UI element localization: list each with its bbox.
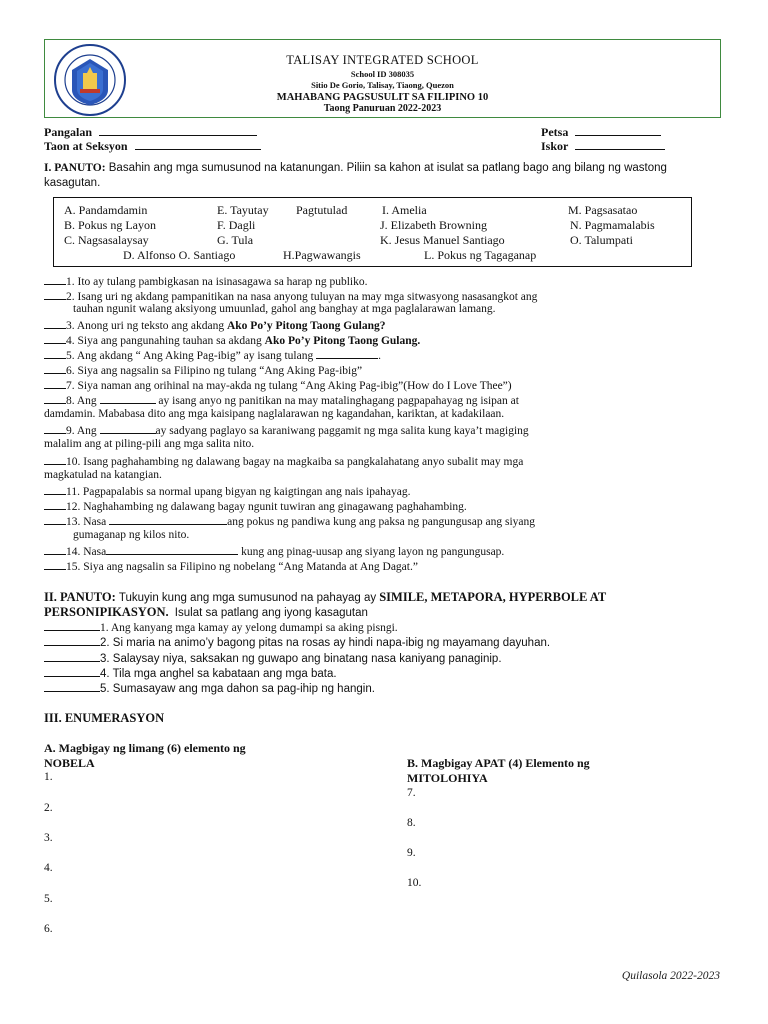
item-text: 2. Isang uri ng akdang pampanitikan na nasa anyong tuluyan na may mga sitwasyong nasasangkot ang [66, 291, 538, 303]
school-year: Taong Panuruan 2022-2023 [323, 103, 442, 114]
name-field[interactable] [44, 125, 257, 140]
item-5: 5. Ang akdang “ Ang Aking Pag-ibig” ay isang tulang . [44, 348, 381, 362]
choice-j: J. Elizabeth Browning [380, 218, 487, 232]
school-name: TALISAY INTEGRATED SCHOOL [286, 53, 479, 67]
choice-m: M. Pagsasatao [568, 203, 638, 217]
item-text: 7. Siya naman ang orihinal na may-akda ng tulang “Ang Aking Pag-ibig”(How do I Love Thee”) [66, 380, 512, 392]
item-text: 13. Nasa [66, 516, 107, 528]
part3-b-subtitle: MITOLOHIYA [407, 771, 488, 785]
item-14 [44, 544, 504, 558]
item-text-cont: kung ang pinag-uusap ang siyang layon ng pangungusap. [241, 546, 505, 558]
answer-blank[interactable] [44, 423, 66, 434]
item-9 [44, 423, 529, 437]
part3-title: III. ENUMERASYON [44, 711, 165, 725]
item-text-cont: ay isang anyo ng panitikan na may matalinghagang pagpapahayag ng isipan at [158, 395, 519, 407]
item-10-cont: magkatulad na katangian. [44, 469, 162, 481]
item-9-cont: malalim ang at piling-pili ang mga salita nito. [44, 438, 255, 450]
item-text: 4. Tila mga anghel sa kabataan ang mga bata. [100, 668, 337, 680]
section-line[interactable] [135, 139, 261, 150]
choice-c: C. Nagsasalaysay [64, 233, 149, 247]
item-8 [44, 393, 519, 407]
fill-blank[interactable] [316, 348, 378, 359]
part2-item-3 [44, 651, 502, 665]
fill-blank[interactable] [100, 423, 156, 434]
answer-line-3[interactable]: 3. [44, 832, 53, 844]
answer-line-2[interactable]: 2. [44, 802, 53, 814]
choice-n: N. Pagmamalabis [570, 218, 655, 232]
score-line[interactable] [575, 139, 665, 150]
answer-blank[interactable] [44, 651, 100, 662]
header-text [45, 55, 720, 115]
answer-blank[interactable] [44, 333, 66, 344]
fill-blank[interactable] [109, 514, 227, 525]
item-text: 5. Ang akdang “ Ang Aking Pag-ibig” ay isang tulang [66, 350, 314, 362]
item-text: 3. Anong uri ng teksto ang akdang [66, 320, 225, 332]
part2-instruction-end: Isulat sa patlang ang iyong kasagutan [174, 607, 368, 619]
item-3 [44, 318, 385, 332]
item-text: 15. Siya ang nagsalin sa Filipino ng nobelang “Ang Matanda at Ang Dagat.” [66, 561, 418, 573]
header-box [44, 39, 721, 118]
fill-blank[interactable] [106, 544, 238, 555]
answer-blank[interactable] [44, 318, 66, 329]
item-2-cont: tauhan ngunit walang aksiyong umuunlad, gahol ang banghay at mga paglalarawan lamang. [73, 303, 496, 315]
item-text: 14. Nasa [66, 546, 107, 558]
item-4-title: Ako Po’y Pitong Taong Gulang. [264, 335, 421, 347]
answer-blank[interactable] [44, 514, 66, 525]
name-line[interactable] [99, 125, 257, 136]
answer-line-5[interactable]: 5. [44, 893, 53, 905]
answer-blank[interactable] [44, 681, 100, 692]
part2-item-5 [44, 681, 375, 695]
answer-blank[interactable] [44, 289, 66, 300]
choice-g: G. Tula [217, 233, 254, 247]
item-text: 1. Ang kanyang mga kamay ay yelong dumampi sa aking pisngi. [100, 622, 398, 634]
footer-signature: Quilasola 2022-2023 [621, 970, 720, 982]
choice-pagtutulad: Pagtutulad [296, 203, 348, 217]
item-text: 1. Ito ay tulang pambigkasan na isinasagawa sa harap ng publiko. [66, 276, 368, 288]
choice-f: F. Dagli [217, 218, 256, 232]
item-text: 4. Siya ang pangunahing tauhan sa akdang [66, 335, 262, 347]
section-label: Taon at Seksyon [44, 139, 128, 153]
item-3-title: Ako Po’y Pitong Taong Gulang? [226, 320, 386, 332]
part3-a-subtitle: NOBELA [44, 756, 95, 770]
part2-item-2 [44, 635, 550, 649]
answer-blank[interactable] [44, 484, 66, 495]
item-text-cont: ay sadyang paglayo sa karaniwang paggamit ng mga salita kung kaya’t magiging [155, 425, 529, 437]
part1-instruction [44, 162, 667, 174]
item-text: 3. Salaysay niya, saksakan ng guwapo ang binatang nasa kaniyang panaginip. [100, 653, 502, 665]
item-13 [44, 514, 535, 528]
name-label: Pangalan [44, 125, 93, 139]
answer-line-8[interactable]: 8. [407, 817, 416, 829]
score-label: Iskor [541, 139, 569, 153]
answer-line-1[interactable]: 1. [44, 771, 53, 783]
item-6 [44, 363, 362, 377]
choice-i: I. Amelia [382, 203, 427, 217]
part2-item-4 [44, 666, 337, 680]
section-field[interactable] [44, 139, 261, 154]
answer-line-10[interactable]: 10. [407, 877, 422, 889]
item-7 [44, 378, 512, 392]
fill-blank[interactable] [100, 393, 156, 404]
choice-l: L. Pokus ng Tagaganap [424, 248, 537, 262]
part2-instruction-text: Tukuyin kung ang mga sumusunod na pahayag ay [118, 592, 377, 604]
answer-blank[interactable] [44, 559, 66, 570]
item-4 [44, 333, 420, 347]
answer-blank[interactable] [44, 499, 66, 510]
item-text: 2. Si maria na animo’y bagong pitas na rosas ay hindi napa-ibig ng mayamang dayuhan. [100, 637, 551, 649]
item-text: 11. Pagpapalabis sa normal upang bigyan ng kaigtingan ang nais ipahayag. [66, 486, 411, 498]
item-13-cont: gumaganap ng kilos nito. [73, 529, 190, 541]
choice-b: B. Pokus ng Layon [64, 218, 157, 232]
item-text-cont: ang pokus ng pandiwa kung ang paksa ng pangungusap ang siyang [227, 516, 536, 528]
item-1 [44, 274, 367, 288]
choice-a: A. Pandamdamin [64, 203, 148, 217]
part2-figures: SIMILE, METAPORA, HYPERBOLE AT [379, 590, 607, 604]
part1-instruction-cont: kasagutan. [44, 177, 101, 189]
item-text: 6. Siya ang nagsalin sa Filipino ng tulang “Ang Aking Pag-ibig” [66, 365, 363, 377]
date-label: Petsa [541, 125, 569, 139]
item-11 [44, 484, 411, 498]
answer-line-7[interactable]: 7. [407, 787, 416, 799]
part2-instruction-cont [44, 605, 368, 620]
answer-blank[interactable] [44, 666, 100, 677]
school-id: School ID 308035 [350, 68, 415, 79]
date-field[interactable] [541, 125, 661, 140]
item-10 [44, 454, 523, 468]
score-field[interactable] [541, 139, 665, 154]
answer-blank[interactable] [44, 378, 66, 389]
item-12 [44, 499, 467, 513]
choice-o: O. Talumpati [570, 233, 633, 247]
answer-blank[interactable] [44, 544, 66, 555]
answer-line-6[interactable]: 6. [44, 923, 53, 935]
answer-blank[interactable] [44, 620, 100, 631]
choice-d: D. Alfonso O. Santiago [123, 248, 236, 262]
item-2 [44, 289, 537, 303]
item-15 [44, 559, 418, 573]
answer-blank[interactable] [44, 274, 66, 285]
part2-instruction [44, 590, 606, 605]
item-text: 5. Sumasayaw ang mga dahon sa pag-ihip ng hangin. [100, 683, 375, 695]
choice-e: E. Tayutay [217, 203, 269, 217]
answer-blank[interactable] [44, 635, 100, 646]
answer-blank[interactable] [44, 348, 66, 359]
date-line[interactable] [575, 125, 661, 136]
part3-a-title: A. Magbigay ng limang (6) elemento ng [44, 741, 246, 755]
item-8-cont: damdamin. Mababasa dito ang mga kaisipang naglalarawan ng kagandahan, kariktan, at kadakilaan. [44, 408, 505, 420]
part2-label: II. PANUTO: [44, 590, 116, 604]
part2-item-1 [44, 620, 398, 634]
item-text: 10. Isang paghahambing ng dalawang bagay na magkaiba sa pangkalahatang anyo subalit may mga [66, 456, 524, 468]
answer-blank[interactable] [44, 454, 66, 465]
answer-line-9[interactable]: 9. [407, 847, 416, 859]
item-text: 9. Ang [66, 425, 97, 437]
answer-blank[interactable] [44, 363, 66, 374]
choice-k: K. Jesus Manuel Santiago [380, 233, 505, 247]
part3-b-title: B. Magbigay APAT (4) Elemento ng [407, 756, 590, 770]
part2-figures-cont: PERSONIPIKASYON. [44, 605, 169, 619]
part1-label: I. PANUTO: [44, 162, 106, 174]
answer-line-4[interactable]: 4. [44, 862, 53, 874]
exam-title: MAHABANG PAGSUSULIT SA FILIPINO 10 [276, 91, 489, 103]
item-text: 8. Ang [66, 395, 97, 407]
part1-instruction-text: Basahin ang mga sumusunod na katanungan. Piliin sa kahon at isulat sa patlang bago ang bilang ng wastong [108, 162, 667, 174]
answer-blank[interactable] [44, 393, 66, 404]
item-text: 12. Naghahambing ng dalawang bagay ngunit tuwiran ang ginagawang paghahambing. [66, 501, 467, 513]
choice-h: H.Pagwawangis [283, 248, 361, 262]
school-address: Sitio De Gorio, Talisay, Tiaong, Quezon [311, 80, 454, 90]
